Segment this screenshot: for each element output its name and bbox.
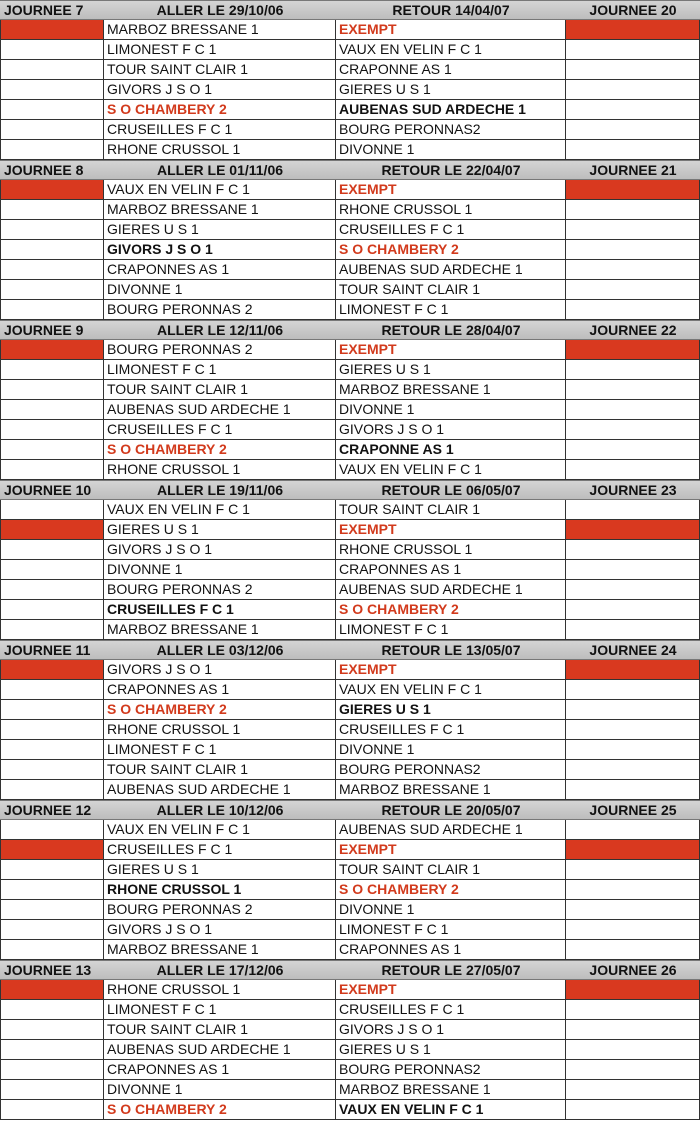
match-row <box>0 900 700 920</box>
away-team: VAUX EN VELIN F C 1 <box>336 460 566 479</box>
away-team: DIVONNE 1 <box>336 140 566 159</box>
exempt-marker-left <box>0 1080 104 1099</box>
away-team: VAUX EN VELIN F C 1 <box>336 1100 566 1119</box>
exempt-marker-right <box>566 860 700 879</box>
exempt-marker-left <box>0 580 104 599</box>
match-row <box>0 540 700 560</box>
aller-date: ALLER LE 01/11/06 <box>156 162 284 178</box>
home-team: GIVORS J S O 1 <box>104 240 336 259</box>
away-team: DIVONNE 1 <box>336 900 566 919</box>
home-team: MARBOZ BRESSANE 1 <box>104 200 336 219</box>
exempt-marker-left <box>0 240 104 259</box>
exempt-marker-right <box>566 460 700 479</box>
match-row <box>0 1080 700 1100</box>
away-team: AUBENAS SUD ARDECHE 1 <box>336 820 566 839</box>
exempt-marker-right <box>566 580 700 599</box>
home-team: DIVONNE 1 <box>104 1080 336 1099</box>
round-header <box>0 320 700 340</box>
home-team: GIERES U S 1 <box>104 860 336 879</box>
exempt-marker-left <box>0 1060 104 1079</box>
journee-aller-label: JOURNEE 13 <box>4 962 92 978</box>
away-team: MARBOZ BRESSANE 1 <box>336 1080 566 1099</box>
exempt-marker-right <box>566 440 700 459</box>
exempt-marker-left <box>0 680 104 699</box>
exempt-marker-left <box>0 860 104 879</box>
away-team: AUBENAS SUD ARDECHE 1 <box>336 260 566 279</box>
away-team: GIVORS J S O 1 <box>336 420 566 439</box>
aller-date: ALLER LE 03/12/06 <box>156 642 284 658</box>
match-row <box>0 620 700 640</box>
home-team: RHONE CRUSSOL 1 <box>104 720 336 739</box>
home-team: S O CHAMBERY 2 <box>104 440 336 459</box>
exempt-marker-left <box>0 500 104 519</box>
round-block <box>0 960 700 1120</box>
exempt-marker-right <box>566 100 700 119</box>
match-row <box>0 1020 700 1040</box>
away-team: MARBOZ BRESSANE 1 <box>336 380 566 399</box>
exempt-marker-left <box>0 100 104 119</box>
home-team: GIVORS J S O 1 <box>104 920 336 939</box>
away-team: GIERES U S 1 <box>336 360 566 379</box>
exempt-marker-right <box>566 940 700 959</box>
exempt-marker-left <box>0 700 104 719</box>
match-row <box>0 560 700 580</box>
away-team: BOURG PERONNAS2 <box>336 1060 566 1079</box>
exempt-marker-right <box>566 40 700 59</box>
home-team: GIVORS J S O 1 <box>104 80 336 99</box>
exempt-marker-right <box>566 400 700 419</box>
match-row <box>0 460 700 480</box>
journee-retour-label: JOURNEE 21 <box>589 162 677 178</box>
round-header <box>0 800 700 820</box>
round-block <box>0 480 700 640</box>
exempt-marker-right <box>566 220 700 239</box>
exempt-marker-right <box>566 300 700 319</box>
retour-date: RETOUR LE 06/05/07 <box>381 482 521 498</box>
exempt-marker-right <box>566 60 700 79</box>
home-team: CRAPONNES AS 1 <box>104 1060 336 1079</box>
match-row <box>0 300 700 320</box>
match-row <box>0 260 700 280</box>
match-row <box>0 420 700 440</box>
away-team: CRAPONNE AS 1 <box>336 60 566 79</box>
journee-retour-label: JOURNEE 20 <box>589 2 677 18</box>
exempt-marker-left <box>0 900 104 919</box>
exempt-marker-right <box>566 360 700 379</box>
exempt-marker-left <box>0 20 104 39</box>
retour-date: RETOUR 14/04/07 <box>392 2 510 18</box>
exempt-marker-right <box>566 740 700 759</box>
home-team: AUBENAS SUD ARDECHE 1 <box>104 400 336 419</box>
exempt-marker-right <box>566 980 700 999</box>
exempt-marker-right <box>566 840 700 859</box>
exempt-marker-left <box>0 460 104 479</box>
match-row <box>0 1000 700 1020</box>
home-team: MARBOZ BRESSANE 1 <box>104 620 336 639</box>
away-team: GIERES U S 1 <box>336 700 566 719</box>
exempt-marker-right <box>566 880 700 899</box>
home-team: MARBOZ BRESSANE 1 <box>104 940 336 959</box>
away-team: RHONE CRUSSOL 1 <box>336 540 566 559</box>
away-team: CRAPONNE AS 1 <box>336 440 566 459</box>
match-row <box>0 660 700 680</box>
exempt-marker-left <box>0 220 104 239</box>
round-header <box>0 640 700 660</box>
round-header <box>0 0 700 20</box>
aller-date: ALLER LE 19/11/06 <box>156 482 284 498</box>
exempt-marker-left <box>0 740 104 759</box>
retour-date: RETOUR LE 20/05/07 <box>381 802 521 818</box>
home-team: DIVONNE 1 <box>104 280 336 299</box>
home-team: LIMONEST F C 1 <box>104 740 336 759</box>
match-row <box>0 700 700 720</box>
home-team: BOURG PERONNAS 2 <box>104 340 336 359</box>
match-row <box>0 120 700 140</box>
exempt-marker-right <box>566 80 700 99</box>
retour-date: RETOUR LE 28/04/07 <box>381 322 521 338</box>
exempt-marker-left <box>0 760 104 779</box>
exempt-marker-left <box>0 260 104 279</box>
away-team: CRUSEILLES F C 1 <box>336 220 566 239</box>
match-row <box>0 1060 700 1080</box>
exempt-marker-right <box>566 680 700 699</box>
exempt-marker-right <box>566 260 700 279</box>
away-team: BOURG PERONNAS2 <box>336 120 566 139</box>
match-row <box>0 980 700 1000</box>
exempt-marker-right <box>566 420 700 439</box>
match-row <box>0 760 700 780</box>
round-block <box>0 320 700 480</box>
exempt-marker-right <box>566 540 700 559</box>
home-team: GIERES U S 1 <box>104 220 336 239</box>
away-team: EXEMPT <box>336 660 566 679</box>
match-row <box>0 240 700 260</box>
exempt-marker-left <box>0 420 104 439</box>
away-team: EXEMPT <box>336 980 566 999</box>
journee-retour-label: JOURNEE 23 <box>589 482 677 498</box>
home-team: S O CHAMBERY 2 <box>104 100 336 119</box>
home-team: CRUSEILLES F C 1 <box>104 420 336 439</box>
journee-aller-label: JOURNEE 11 <box>4 642 91 658</box>
exempt-marker-right <box>566 920 700 939</box>
match-row <box>0 200 700 220</box>
away-team: LIMONEST F C 1 <box>336 620 566 639</box>
exempt-marker-left <box>0 820 104 839</box>
journee-aller-label: JOURNEE 12 <box>4 802 92 818</box>
away-team: EXEMPT <box>336 840 566 859</box>
home-team: RHONE CRUSSOL 1 <box>104 140 336 159</box>
exempt-marker-left <box>0 180 104 199</box>
exempt-marker-right <box>566 900 700 919</box>
match-row <box>0 580 700 600</box>
exempt-marker-right <box>566 1020 700 1039</box>
journee-aller-label: JOURNEE 9 <box>4 322 84 338</box>
match-row <box>0 500 700 520</box>
match-row <box>0 440 700 460</box>
home-team: AUBENAS SUD ARDECHE 1 <box>104 780 336 799</box>
away-team: S O CHAMBERY 2 <box>336 880 566 899</box>
match-row <box>0 60 700 80</box>
home-team: TOUR SAINT CLAIR 1 <box>104 380 336 399</box>
home-team: TOUR SAINT CLAIR 1 <box>104 1020 336 1039</box>
exempt-marker-left <box>0 940 104 959</box>
exempt-marker-left <box>0 600 104 619</box>
match-row <box>0 840 700 860</box>
exempt-marker-left <box>0 840 104 859</box>
journee-retour-label: JOURNEE 24 <box>589 642 677 658</box>
round-header <box>0 480 700 500</box>
away-team: VAUX EN VELIN F C 1 <box>336 40 566 59</box>
aller-date: ALLER LE 17/12/06 <box>156 962 284 978</box>
exempt-marker-left <box>0 720 104 739</box>
away-team: BOURG PERONNAS2 <box>336 760 566 779</box>
home-team: RHONE CRUSSOL 1 <box>104 880 336 899</box>
exempt-marker-right <box>566 1040 700 1059</box>
away-team: RHONE CRUSSOL 1 <box>336 200 566 219</box>
match-row <box>0 780 700 800</box>
exempt-marker-left <box>0 540 104 559</box>
exempt-marker-right <box>566 140 700 159</box>
exempt-marker-right <box>566 1060 700 1079</box>
journee-aller-label: JOURNEE 10 <box>4 482 92 498</box>
exempt-marker-left <box>0 780 104 799</box>
match-row <box>0 220 700 240</box>
match-row <box>0 360 700 380</box>
home-team: RHONE CRUSSOL 1 <box>104 460 336 479</box>
exempt-marker-right <box>566 700 700 719</box>
exempt-marker-left <box>0 1100 104 1119</box>
home-team: VAUX EN VELIN F C 1 <box>104 820 336 839</box>
exempt-marker-left <box>0 140 104 159</box>
exempt-marker-right <box>566 720 700 739</box>
exempt-marker-left <box>0 120 104 139</box>
retour-date: RETOUR LE 22/04/07 <box>381 162 521 178</box>
home-team: CRUSEILLES F C 1 <box>104 840 336 859</box>
match-row <box>0 880 700 900</box>
away-team: GIERES U S 1 <box>336 80 566 99</box>
away-team: EXEMPT <box>336 340 566 359</box>
exempt-marker-left <box>0 360 104 379</box>
match-row <box>0 740 700 760</box>
exempt-marker-left <box>0 920 104 939</box>
exempt-marker-right <box>566 560 700 579</box>
away-team: GIVORS J S O 1 <box>336 1020 566 1039</box>
match-row <box>0 920 700 940</box>
away-team: TOUR SAINT CLAIR 1 <box>336 280 566 299</box>
exempt-marker-left <box>0 40 104 59</box>
away-team: S O CHAMBERY 2 <box>336 240 566 259</box>
home-team: RHONE CRUSSOL 1 <box>104 980 336 999</box>
home-team: S O CHAMBERY 2 <box>104 1100 336 1119</box>
exempt-marker-right <box>566 780 700 799</box>
exempt-marker-left <box>0 1020 104 1039</box>
journee-aller-label: JOURNEE 8 <box>4 162 84 178</box>
home-team: CRUSEILLES F C 1 <box>104 120 336 139</box>
home-team: CRAPONNES AS 1 <box>104 680 336 699</box>
away-team: CRUSEILLES F C 1 <box>336 720 566 739</box>
match-row <box>0 820 700 840</box>
round-block <box>0 0 700 160</box>
match-row <box>0 520 700 540</box>
home-team: LIMONEST F C 1 <box>104 1000 336 1019</box>
home-team: LIMONEST F C 1 <box>104 40 336 59</box>
journee-aller-label: JOURNEE 7 <box>4 2 84 18</box>
home-team: GIERES U S 1 <box>104 520 336 539</box>
away-team: EXEMPT <box>336 180 566 199</box>
exempt-marker-right <box>566 600 700 619</box>
retour-date: RETOUR LE 13/05/07 <box>381 642 521 658</box>
home-team: MARBOZ BRESSANE 1 <box>104 20 336 39</box>
round-block <box>0 800 700 960</box>
home-team: GIVORS J S O 1 <box>104 540 336 559</box>
exempt-marker-left <box>0 980 104 999</box>
home-team: CRUSEILLES F C 1 <box>104 600 336 619</box>
away-team: AUBENAS SUD ARDECHE 1 <box>336 100 566 119</box>
home-team: VAUX EN VELIN F C 1 <box>104 500 336 519</box>
home-team: AUBENAS SUD ARDECHE 1 <box>104 1040 336 1059</box>
match-row <box>0 380 700 400</box>
match-row <box>0 680 700 700</box>
match-row <box>0 140 700 160</box>
home-team: BOURG PERONNAS 2 <box>104 300 336 319</box>
away-team: CRAPONNES AS 1 <box>336 560 566 579</box>
home-team: DIVONNE 1 <box>104 560 336 579</box>
exempt-marker-left <box>0 520 104 539</box>
home-team: LIMONEST F C 1 <box>104 360 336 379</box>
exempt-marker-right <box>566 520 700 539</box>
round-block <box>0 160 700 320</box>
match-row <box>0 600 700 620</box>
exempt-marker-left <box>0 440 104 459</box>
away-team: CRAPONNES AS 1 <box>336 940 566 959</box>
match-row <box>0 400 700 420</box>
match-row <box>0 860 700 880</box>
exempt-marker-right <box>566 760 700 779</box>
exempt-marker-right <box>566 200 700 219</box>
exempt-marker-right <box>566 820 700 839</box>
exempt-marker-left <box>0 200 104 219</box>
away-team: LIMONEST F C 1 <box>336 300 566 319</box>
exempt-marker-left <box>0 80 104 99</box>
exempt-marker-left <box>0 340 104 359</box>
journee-retour-label: JOURNEE 25 <box>589 802 677 818</box>
exempt-marker-left <box>0 1040 104 1059</box>
aller-date: ALLER LE 12/11/06 <box>156 322 284 338</box>
home-team: BOURG PERONNAS 2 <box>104 900 336 919</box>
exempt-marker-right <box>566 180 700 199</box>
exempt-marker-left <box>0 380 104 399</box>
match-row <box>0 100 700 120</box>
retour-date: RETOUR LE 27/05/07 <box>381 962 521 978</box>
exempt-marker-right <box>566 120 700 139</box>
away-team: TOUR SAINT CLAIR 1 <box>336 860 566 879</box>
exempt-marker-right <box>566 20 700 39</box>
round-header <box>0 960 700 980</box>
home-team: VAUX EN VELIN F C 1 <box>104 180 336 199</box>
exempt-marker-right <box>566 380 700 399</box>
match-row <box>0 80 700 100</box>
exempt-marker-left <box>0 660 104 679</box>
exempt-marker-left <box>0 880 104 899</box>
away-team: GIERES U S 1 <box>336 1040 566 1059</box>
home-team: GIVORS J S O 1 <box>104 660 336 679</box>
home-team: CRAPONNES AS 1 <box>104 260 336 279</box>
away-team: VAUX EN VELIN F C 1 <box>336 680 566 699</box>
away-team: TOUR SAINT CLAIR 1 <box>336 500 566 519</box>
journee-retour-label: JOURNEE 22 <box>589 322 677 338</box>
home-team: TOUR SAINT CLAIR 1 <box>104 760 336 779</box>
exempt-marker-left <box>0 620 104 639</box>
exempt-marker-right <box>566 240 700 259</box>
exempt-marker-left <box>0 60 104 79</box>
match-row <box>0 20 700 40</box>
exempt-marker-right <box>566 500 700 519</box>
exempt-marker-right <box>566 340 700 359</box>
exempt-marker-left <box>0 560 104 579</box>
away-team: DIVONNE 1 <box>336 400 566 419</box>
away-team: EXEMPT <box>336 20 566 39</box>
match-row <box>0 340 700 360</box>
exempt-marker-right <box>566 1100 700 1119</box>
away-team: AUBENAS SUD ARDECHE 1 <box>336 580 566 599</box>
match-row <box>0 40 700 60</box>
round-header <box>0 160 700 180</box>
match-row <box>0 940 700 960</box>
away-team: CRUSEILLES F C 1 <box>336 1000 566 1019</box>
match-row <box>0 720 700 740</box>
home-team: TOUR SAINT CLAIR 1 <box>104 60 336 79</box>
match-row <box>0 1040 700 1060</box>
aller-date: ALLER LE 10/12/06 <box>156 802 284 818</box>
exempt-marker-right <box>566 280 700 299</box>
match-row <box>0 280 700 300</box>
exempt-marker-left <box>0 400 104 419</box>
match-row <box>0 180 700 200</box>
home-team: BOURG PERONNAS 2 <box>104 580 336 599</box>
away-team: DIVONNE 1 <box>336 740 566 759</box>
home-team: S O CHAMBERY 2 <box>104 700 336 719</box>
exempt-marker-left <box>0 280 104 299</box>
journee-retour-label: JOURNEE 26 <box>589 962 677 978</box>
exempt-marker-left <box>0 300 104 319</box>
round-block <box>0 640 700 800</box>
match-row <box>0 1100 700 1120</box>
exempt-marker-right <box>566 620 700 639</box>
exempt-marker-right <box>566 1080 700 1099</box>
away-team: S O CHAMBERY 2 <box>336 600 566 619</box>
exempt-marker-right <box>566 1000 700 1019</box>
away-team: LIMONEST F C 1 <box>336 920 566 939</box>
away-team: EXEMPT <box>336 520 566 539</box>
exempt-marker-left <box>0 1000 104 1019</box>
exempt-marker-right <box>566 660 700 679</box>
aller-date: ALLER LE 29/10/06 <box>156 2 284 18</box>
away-team: MARBOZ BRESSANE 1 <box>336 780 566 799</box>
